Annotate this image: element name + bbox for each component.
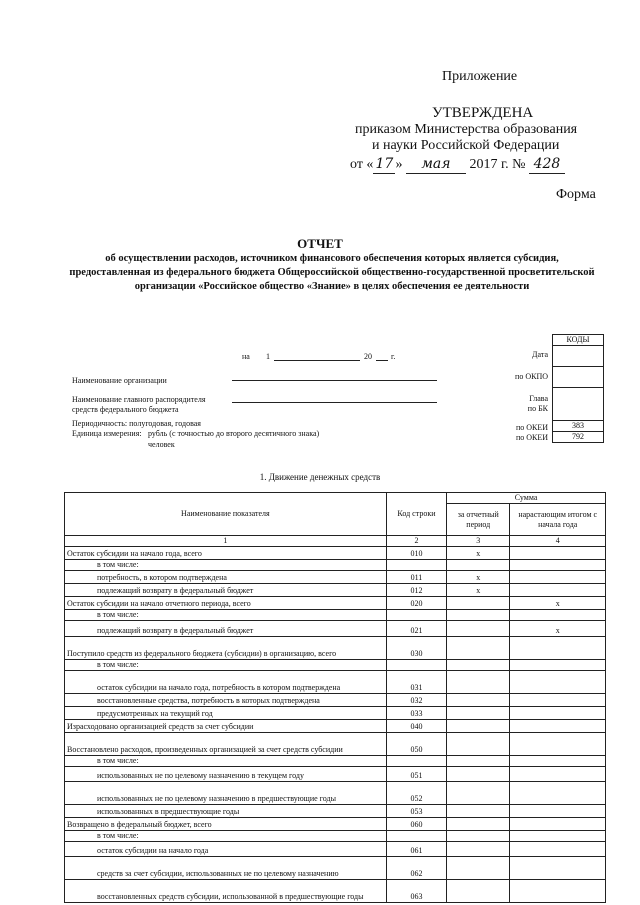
table-row	[65, 857, 606, 880]
table-row	[65, 584, 606, 597]
person-label: человек	[148, 440, 175, 449]
row-code	[386, 756, 446, 767]
row-cumulative	[510, 547, 606, 560]
date-year-label: г.	[391, 352, 396, 361]
table-row	[65, 880, 606, 903]
table-row	[65, 621, 606, 637]
row-name: Восстановлено расходов, произведенных организацией за счет средств субсидии	[65, 733, 387, 756]
row-code	[386, 560, 446, 571]
row-cumulative	[510, 805, 606, 818]
row-period: x	[447, 547, 510, 560]
row-cumulative	[510, 767, 606, 782]
row-cumulative	[510, 637, 606, 660]
row-name: использованных не по целевому назначению в текущем году	[65, 767, 387, 782]
col-num-1: 1	[65, 536, 387, 547]
row-code: 050	[386, 733, 446, 756]
row-period	[447, 597, 510, 610]
table-row	[65, 560, 606, 571]
row-period	[447, 857, 510, 880]
table-row	[65, 842, 606, 857]
row-name: подлежащий возврату в федеральный бюджет	[65, 584, 387, 597]
glav-name-label: Наименование главного распорядителя средств федерального бюджета	[72, 395, 206, 414]
table-row	[65, 694, 606, 707]
row-code: 031	[386, 671, 446, 694]
table-row	[65, 831, 606, 842]
col-header-cumulative: нарастающим итогом с начала года	[510, 504, 606, 536]
col-num-2: 2	[386, 536, 446, 547]
table-row	[65, 767, 606, 782]
row-period	[447, 805, 510, 818]
table-row	[65, 571, 606, 584]
row-name: Остаток субсидии на начало года, всего	[65, 547, 387, 560]
row-cumulative	[510, 671, 606, 694]
row-code: 053	[386, 805, 446, 818]
code-label-okei-1: по ОКЕИ	[515, 423, 548, 432]
row-cumulative	[510, 756, 606, 767]
row-period	[447, 831, 510, 842]
row-cumulative	[510, 782, 606, 805]
row-cumulative	[510, 857, 606, 880]
row-period	[447, 818, 510, 831]
row-code: 062	[386, 857, 446, 880]
table-row	[65, 782, 606, 805]
col-num-3: 3	[447, 536, 510, 547]
col-num-4: 4	[510, 536, 606, 547]
row-code: 032	[386, 694, 446, 707]
section-title: 1. Движение денежных средств	[259, 472, 381, 482]
row-name: в том числе:	[65, 756, 387, 767]
codes-header: КОДЫ	[553, 335, 604, 346]
row-period	[447, 621, 510, 637]
col-header-name: Наименование показателя	[65, 493, 387, 536]
row-name: предусмотренных на текущий год	[65, 707, 387, 720]
code-label-okei-2: по ОКЕИ	[515, 433, 548, 442]
row-cumulative	[510, 660, 606, 671]
row-name: Возвращено в федеральный бюджет, всего	[65, 818, 387, 831]
row-period	[447, 660, 510, 671]
row-period	[447, 767, 510, 782]
row-code: 012	[386, 584, 446, 597]
table-row	[65, 733, 606, 756]
date-prefix: от «	[350, 157, 374, 172]
row-cumulative	[510, 707, 606, 720]
row-cumulative	[510, 694, 606, 707]
row-cumulative: x	[510, 597, 606, 610]
date-on-label: на	[242, 352, 250, 361]
row-name: средств за счет субсидии, использованных не по целевому назначению	[65, 857, 387, 880]
unit-label: Единица измерения:	[72, 429, 142, 438]
code-label-okpo: по ОКПО	[515, 372, 548, 381]
row-period	[447, 733, 510, 756]
row-code: 052	[386, 782, 446, 805]
row-period	[447, 720, 510, 733]
code-okei-1-value: 383	[553, 421, 604, 432]
report-subtitle: об осуществлении расходов, источником финансового обеспечения которых является субсидия, предоставленная из федерального бюджета Общероссийской общественно-государственной просветительской организации «Российское общество «Знание» в целях обеспечения ее деятельности	[69, 253, 595, 292]
row-name: в том числе:	[65, 610, 387, 621]
row-cumulative	[510, 818, 606, 831]
code-glava-value	[553, 388, 604, 421]
row-code: 021	[386, 621, 446, 637]
row-code: 051	[386, 767, 446, 782]
periodicity-label: Периодичность: полугодовая, годовая	[72, 419, 201, 428]
code-label-glava: Глава по БК	[527, 394, 548, 413]
row-period	[447, 610, 510, 621]
row-cumulative	[510, 880, 606, 903]
row-period	[447, 756, 510, 767]
table-row	[65, 610, 606, 621]
row-cumulative	[510, 571, 606, 584]
table-row	[65, 818, 606, 831]
row-code: 010	[386, 547, 446, 560]
date-day: 17	[373, 155, 395, 174]
row-period	[447, 782, 510, 805]
row-cumulative	[510, 560, 606, 571]
row-cumulative	[510, 584, 606, 597]
table-row	[65, 547, 606, 560]
code-okpo-value	[553, 367, 604, 388]
table-row	[65, 637, 606, 660]
date-number: 428	[529, 155, 565, 174]
row-code	[386, 831, 446, 842]
row-code	[386, 610, 446, 621]
row-period: x	[447, 584, 510, 597]
code-okei-2-value: 792	[553, 432, 604, 443]
row-code: 060	[386, 818, 446, 831]
table-row	[65, 671, 606, 694]
row-code: 020	[386, 597, 446, 610]
row-name: использованных в предшествующие годы	[65, 805, 387, 818]
table-row	[65, 805, 606, 818]
row-name: остаток субсидии на начало года, потребность в котором подтверждена	[65, 671, 387, 694]
row-code: 011	[386, 571, 446, 584]
row-period	[447, 842, 510, 857]
row-period	[447, 560, 510, 571]
unit-value: рубль (с точностью до второго десятичного знака)	[148, 429, 320, 438]
row-code: 033	[386, 707, 446, 720]
table-row	[65, 720, 606, 733]
row-name: использованных не по целевому назначению в предшествующие годы	[65, 782, 387, 805]
code-date-value	[553, 346, 604, 367]
table-row	[65, 660, 606, 671]
row-name: Остаток субсидии на начало отчетного периода, всего	[65, 597, 387, 610]
row-period	[447, 637, 510, 660]
row-name: восстановленные средства, потребность в которых подтверждена	[65, 694, 387, 707]
date-twenty: 20	[364, 352, 372, 361]
order-line-2: и науки Российской Федерации	[372, 138, 560, 153]
codes-table	[552, 334, 604, 443]
row-cumulative	[510, 831, 606, 842]
date-one: 1	[266, 352, 270, 361]
row-cumulative	[510, 733, 606, 756]
date-year: 2017 г. №	[469, 157, 526, 172]
row-name: Израсходовано организацией средств за счет субсидии	[65, 720, 387, 733]
row-code: 030	[386, 637, 446, 660]
date-mid: »	[395, 157, 403, 172]
col-header-sum: Сумма	[447, 493, 606, 504]
order-line-1: приказом Министерства образования	[355, 122, 578, 137]
row-name: в том числе:	[65, 831, 387, 842]
row-code	[386, 660, 446, 671]
row-cumulative: x	[510, 621, 606, 637]
row-code: 061	[386, 842, 446, 857]
table-row	[65, 707, 606, 720]
appendix-label: Приложение	[442, 69, 518, 84]
row-cumulative	[510, 610, 606, 621]
row-name: остаток субсидии на начало года	[65, 842, 387, 857]
row-name: в том числе:	[65, 660, 387, 671]
org-name-label: Наименование организации	[72, 376, 167, 385]
row-code: 063	[386, 880, 446, 903]
row-period	[447, 694, 510, 707]
row-name: потребность, в котором подтверждена	[65, 571, 387, 584]
row-name: в том числе:	[65, 560, 387, 571]
report-title: ОТЧЕТ	[297, 236, 343, 251]
col-header-code: Код строки	[386, 493, 446, 536]
row-name: Поступило средств из федерального бюджета (субсидии) в организацию, всего	[65, 637, 387, 660]
table-row	[65, 597, 606, 610]
cash-flow-table	[64, 492, 606, 903]
row-period	[447, 671, 510, 694]
row-cumulative	[510, 720, 606, 733]
row-code: 040	[386, 720, 446, 733]
code-label-date: Дата	[532, 350, 548, 359]
date-month: мая	[406, 155, 466, 174]
order-date	[350, 155, 565, 174]
form-label: Форма	[556, 187, 596, 202]
row-name: восстановленных средств субсидии, использованной в предшествующие годы	[65, 880, 387, 903]
row-period	[447, 707, 510, 720]
approved-label: УТВЕРЖДЕНА	[432, 105, 534, 121]
row-cumulative	[510, 842, 606, 857]
table-row	[65, 756, 606, 767]
row-name: подлежащий возврату в федеральный бюджет	[65, 621, 387, 637]
row-period	[447, 880, 510, 903]
row-period: x	[447, 571, 510, 584]
col-header-period: за отчетный период	[447, 504, 510, 536]
